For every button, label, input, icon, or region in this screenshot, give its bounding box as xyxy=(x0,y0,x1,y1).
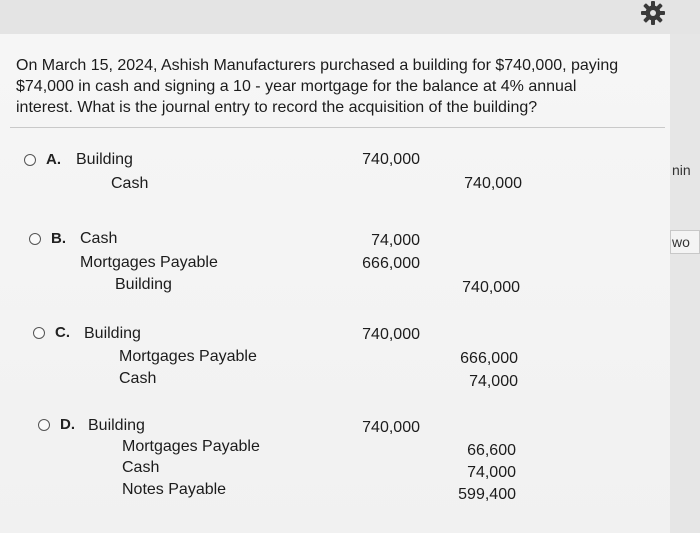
account-name: Notes Payable xyxy=(122,481,227,498)
credit-amount: 74,000 xyxy=(467,464,516,481)
side-button[interactable] xyxy=(670,230,700,254)
question-text xyxy=(16,55,656,118)
account-name: Building xyxy=(115,276,172,293)
account-name: Building xyxy=(88,417,145,434)
credit-amount: 740,000 xyxy=(464,175,522,192)
credit-amount: 74,000 xyxy=(469,373,518,390)
debit-amount: 74,000 xyxy=(371,232,420,249)
option-letter: B. xyxy=(51,230,66,247)
account-name: Cash xyxy=(111,175,149,192)
account-name: Mortgages Payable xyxy=(80,254,218,271)
debit-amount: 740,000 xyxy=(362,326,420,343)
side-text-1: nin xyxy=(672,162,691,178)
question-line: On March 15, 2024, Ashish Manufacturers purchased a building for $740,000, paying xyxy=(16,57,619,74)
top-bar xyxy=(0,0,700,34)
divider xyxy=(10,127,665,128)
question-line: $74,000 in cash and signing a 10 - year mortgage for the balance at 4% annual xyxy=(16,78,577,95)
credit-amount: 66,600 xyxy=(467,442,516,459)
account-name: Building xyxy=(76,151,133,168)
credit-amount: 599,400 xyxy=(458,486,516,503)
gear-icon[interactable] xyxy=(640,0,666,26)
radio-button[interactable] xyxy=(38,419,50,431)
credit-amount: 666,000 xyxy=(460,350,518,367)
account-name: Mortgages Payable xyxy=(122,438,260,455)
radio-button[interactable] xyxy=(24,154,36,166)
side-text-2: wo xyxy=(672,234,690,250)
account-name: Cash xyxy=(119,370,157,387)
side-panel xyxy=(670,34,700,533)
account-name: Building xyxy=(84,325,141,342)
option-letter: C. xyxy=(55,324,70,341)
debit-amount: 740,000 xyxy=(362,151,420,168)
account-name: Cash xyxy=(122,459,160,476)
radio-button[interactable] xyxy=(33,327,45,339)
option-letter: A. xyxy=(46,151,61,168)
debit-amount: 666,000 xyxy=(362,255,420,272)
question-line: interest. What is the journal entry to record the acquisition of the building? xyxy=(16,99,538,116)
option-letter: D. xyxy=(60,416,75,433)
credit-amount: 740,000 xyxy=(462,279,520,296)
debit-amount: 740,000 xyxy=(362,419,420,436)
account-name: Cash xyxy=(80,230,118,247)
account-name: Mortgages Payable xyxy=(119,348,257,365)
radio-button[interactable] xyxy=(29,233,41,245)
